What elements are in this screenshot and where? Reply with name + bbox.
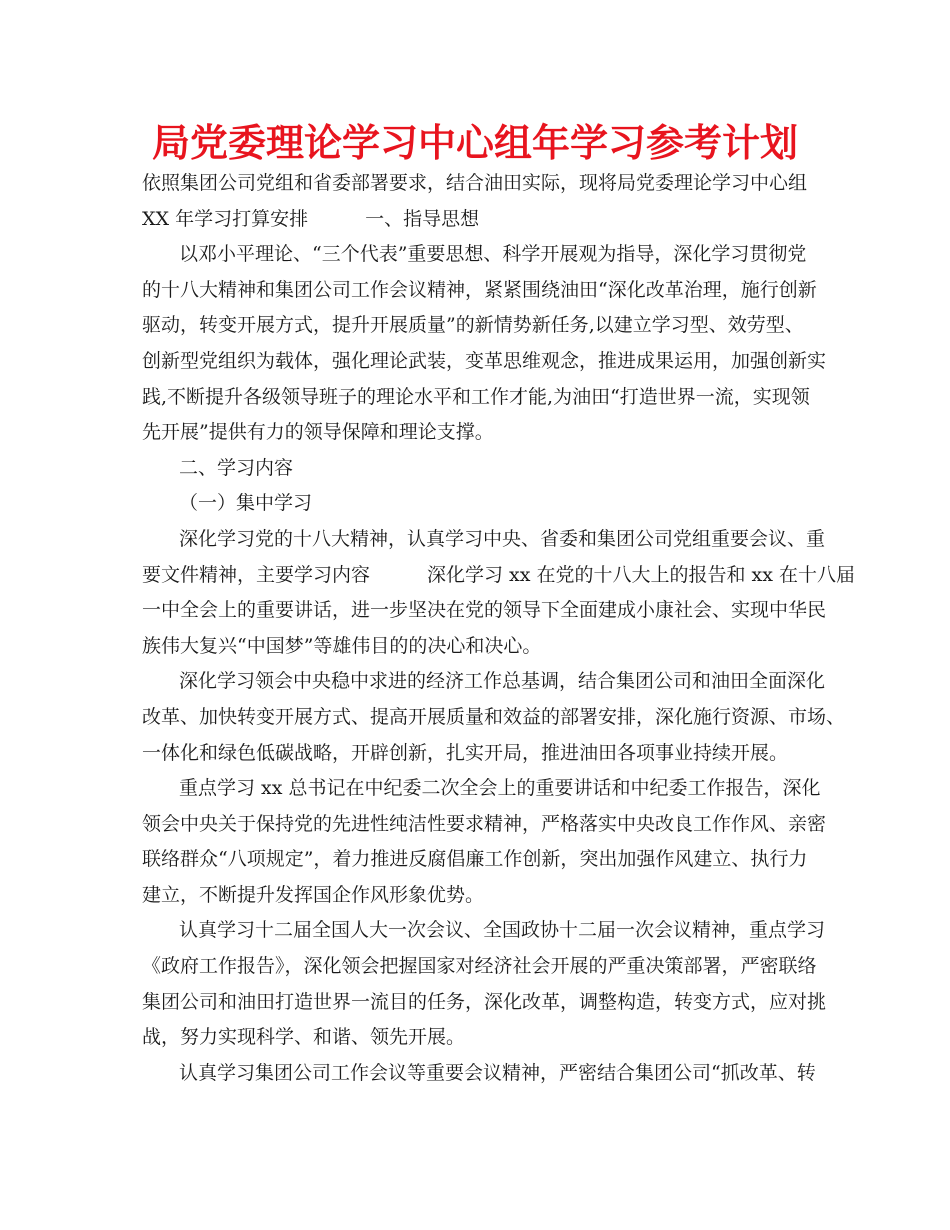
text-line: 联络群众“八项规定”，着力推进反腐倡廉工作创新，突出加强作风建立、执行力: [142, 848, 808, 871]
text-line: 战，努力实现科学、和谐、领先开展。: [142, 1026, 466, 1049]
text-line: 集团公司和油田打造世界一流目的任务，深化改革，调整构造，转变方式，应对挑: [142, 990, 827, 1013]
text-line: XX 年学习打算安排 一、指导思想: [142, 207, 480, 230]
text-line: 领会中央关于保持党的先进性纯洁性要求精神，严格落实中央改良工作作风、亲密: [142, 812, 827, 835]
text-line: 重点学习 xx 总书记在中纪委二次全会上的重要讲话和中纪委工作报告，深化: [179, 777, 821, 800]
text-line: 改革、加快转变开展方式、提高开展质量和效益的部署安排，深化施行资源、市场、: [142, 705, 846, 728]
document-title: 局党委理论学习中心组年学习参考计划: [151, 121, 798, 165]
text-line: （一）集中学习: [179, 492, 313, 515]
text-line: 驱动，转变开展方式，提升开展质量”的新情势新任务,以建立学习型、效劳型、: [142, 314, 804, 337]
text-line: 二、学习内容: [179, 456, 294, 479]
text-line: 认真学习十二届全国人大一次会议、全国政协十二届一次会议精神，重点学习: [179, 919, 826, 942]
text-line: 认真学习集团公司工作会议等重要会议精神，严密结合集团公司“抓改革、转: [179, 1061, 816, 1084]
text-line: 建立，不断提升发挥国企作风形象优势。: [142, 883, 485, 906]
text-line: 创新型党组织为载体，强化理论武装，变革思维观念，推进成果运用，加强创新实: [142, 349, 827, 372]
text-line: 的十八大精神和集团公司工作会议精神，紧紧围绕油田“深化改革治理，施行创新: [142, 278, 817, 301]
text-line: 以邓小平理论、“三个代表”重要思想、科学开展观为指导，深化学习贯彻党: [179, 243, 807, 266]
text-line: 一体化和绿色低碳战略，开辟创新，扎实开局，推进油田各项事业持续开展。: [142, 741, 789, 764]
text-line: 深化学习领会中央稳中求进的经济工作总基调，结合集团公司和油田全面深化: [179, 670, 826, 693]
text-line: 族伟大复兴“中国梦”等雄伟目的的决心和决心。: [142, 634, 542, 657]
text-line: 践,不断提升各级领导班子的理论水平和工作才能,为油田“打造世界一流，实现领: [142, 385, 810, 408]
text-line: 深化学习党的十八大精神，认真学习中央、省委和集团公司党组重要会议、重: [179, 527, 826, 550]
text-line: 《政府工作报告》，深化领会把握国家对经济社会开展的严重决策部署，严密联络: [142, 955, 817, 978]
text-line: 依照集团公司党组和省委部署要求，结合油田实际，现将局党委理论学习中心组: [142, 172, 808, 194]
text-line: 要文件精神，主要学习内容 深化学习 xx 在党的十八大上的报告和 xx 在十八届: [142, 563, 856, 586]
text-line: 先开展”提供有力的领导保障和理论支撑。: [142, 421, 494, 444]
text-line: 一中全会上的重要讲话，进一步坚决在党的领导下全面建成小康社会、实现中华民: [142, 599, 827, 622]
document-body: [142, 166, 856, 1091]
